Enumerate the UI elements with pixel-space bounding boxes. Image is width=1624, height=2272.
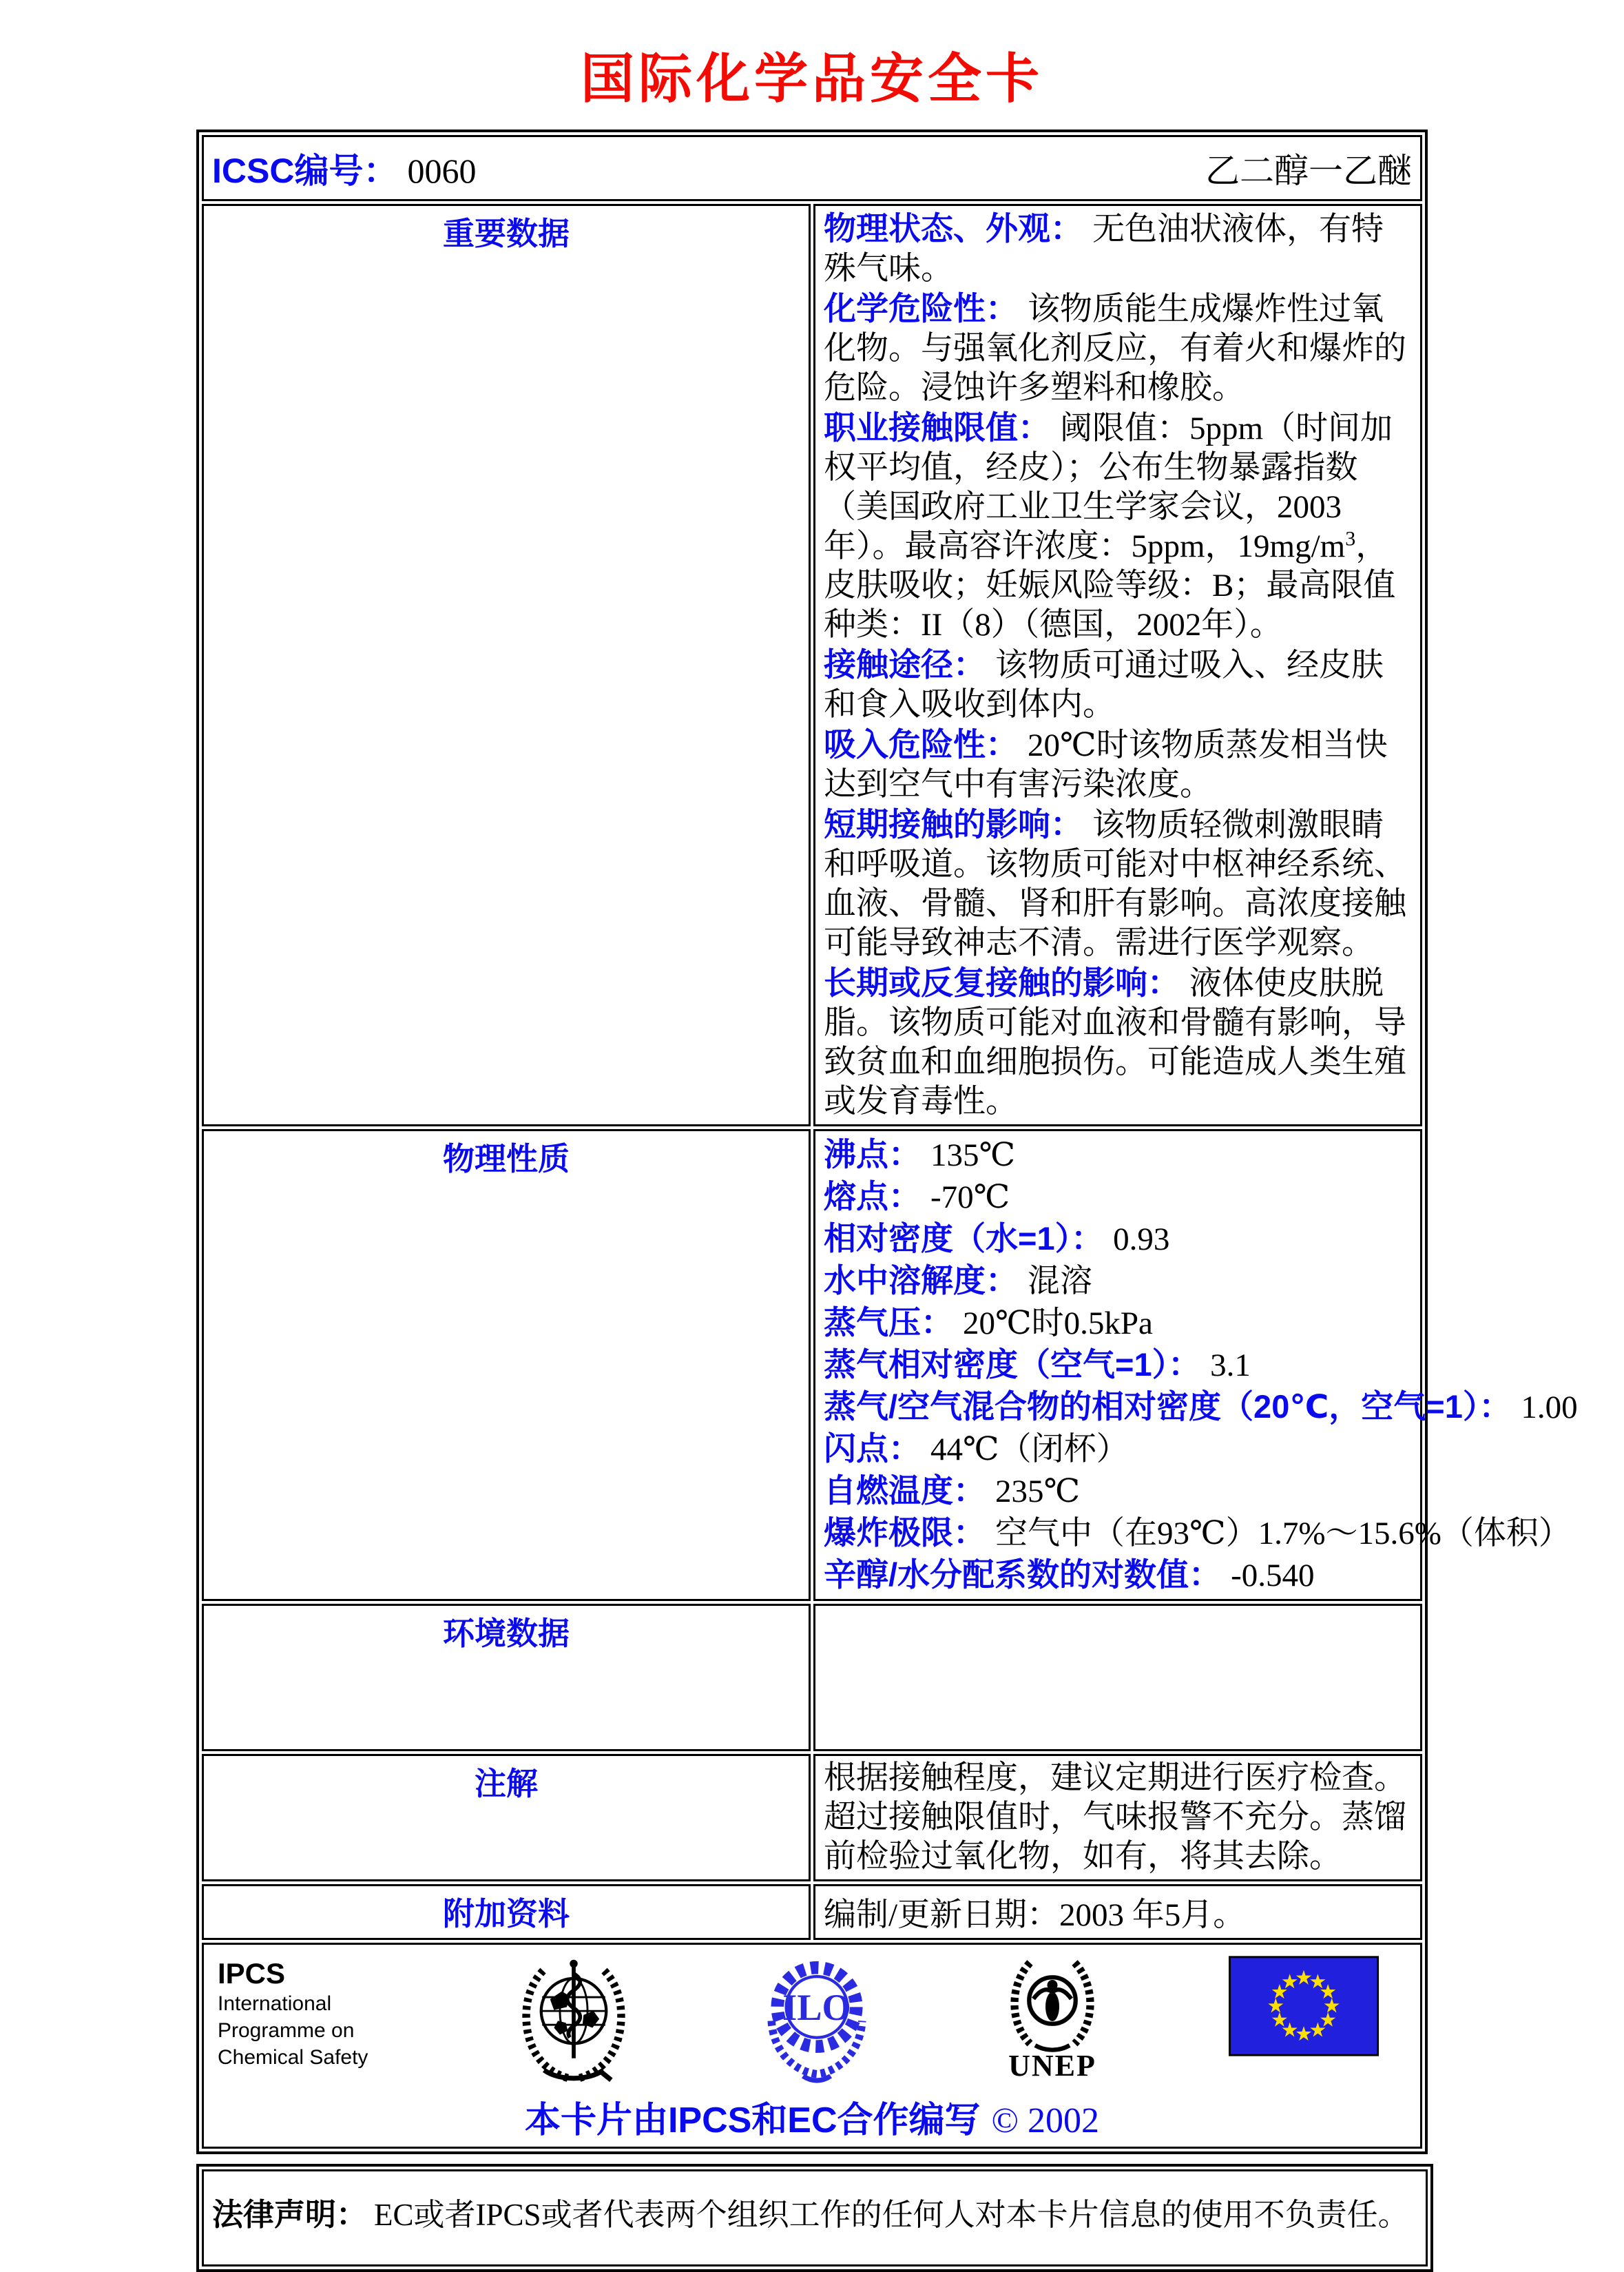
icsc-header-cell xyxy=(202,135,1422,201)
icsc-number-label: ICSC编号： xyxy=(212,152,398,190)
field-value: 20℃时0.5kPa xyxy=(963,1305,1153,1341)
row-notes xyxy=(202,1754,1422,1881)
unep-logo-block xyxy=(1001,1956,1104,2083)
important-item xyxy=(824,645,1412,725)
field-value: 空气中（在93℃）1.7%～15.6%（体积） xyxy=(995,1516,1571,1551)
field-text: 液体使皮肤脱脂。该物质可能对血液和骨髓有影响，导致贫血和血细胞损伤。可能造成人类生殖或发育毒性。 xyxy=(824,966,1406,1119)
field-value: 44℃（闭杯） xyxy=(930,1432,1129,1467)
field-text: 该物质能生成爆炸性过氧化物。与强氧化剂反应，有着火和爆炸的危险。浸蚀许多塑料和橡胶。 xyxy=(824,291,1406,406)
unep-logo-icon xyxy=(1001,1956,1104,2052)
field-label: 蒸气/空气混合物的相对密度（20℃，空气=1）： xyxy=(824,1388,1512,1425)
main-table xyxy=(196,130,1578,2154)
field-value: 3.1 xyxy=(1210,1347,1251,1383)
field-label: 闪点： xyxy=(824,1430,921,1467)
physical-item xyxy=(824,1344,1412,1386)
additional-info-content: 编制/更新日期：2003 年5月。 xyxy=(813,1884,1422,1940)
row-additional-info xyxy=(202,1884,1422,1940)
important-data-content xyxy=(813,204,1422,1126)
ipcs-text-block xyxy=(218,1956,390,2071)
footer-logos xyxy=(214,1952,1410,2084)
legal-label: 法律声明： xyxy=(212,2197,368,2232)
notes-content: 根据接触程度，建议定期进行医疗检查。超过接触限值时，气味报警不充分。蒸馏前检验过氧化物，如有，将其去除。 xyxy=(813,1754,1422,1881)
field-text: 该物质可通过吸入、经皮肤和食入吸收到体内。 xyxy=(824,648,1384,723)
field-label: 沸点： xyxy=(824,1136,921,1173)
field-text: 该物质轻微刺激眼睛和呼吸道。该物质可能对中枢神经系统、血液、骨髓、肾和肝有影响。高浓度接触可能导致神志不清。需进行医学观察。 xyxy=(824,807,1406,961)
field-label: 物理状态、外观： xyxy=(824,210,1083,247)
field-label: 熔点： xyxy=(824,1178,921,1215)
physical-item xyxy=(824,1470,1412,1512)
important-item xyxy=(824,725,1412,805)
field-text: ，皮肤吸收；妊娠风险等级：B；最高限值种类：II（8）（德国，2002年）。 xyxy=(824,528,1396,643)
ipcs-subtitle-line: Programme on xyxy=(218,2019,355,2042)
footer-cell xyxy=(202,1943,1422,2149)
section-label-important: 重要数据 xyxy=(202,204,811,1126)
important-item xyxy=(824,408,1412,645)
field-label: 辛醇/水分配系数的对数值： xyxy=(824,1556,1222,1593)
physical-item xyxy=(824,1260,1412,1302)
field-value: -0.540 xyxy=(1231,1558,1315,1593)
physical-item xyxy=(824,1554,1412,1596)
icsc-header xyxy=(212,143,1412,193)
ilo-logo-icon xyxy=(758,1956,876,2084)
field-value: 235℃ xyxy=(995,1474,1081,1509)
ipcs-title: IPCS xyxy=(218,1957,286,1990)
field-value: 135℃ xyxy=(930,1137,1016,1173)
important-item xyxy=(824,289,1412,408)
field-value: 混溶 xyxy=(1028,1263,1092,1299)
safety-card xyxy=(196,130,1578,2272)
chemical-name: 乙二醇一乙醚 xyxy=(1205,152,1412,190)
field-value: -70℃ xyxy=(930,1179,1010,1215)
field-label: 相对密度（水=1）： xyxy=(824,1220,1104,1257)
field-text: 无色油状液体，有特殊气味。 xyxy=(824,211,1384,287)
physical-item xyxy=(824,1512,1571,1554)
field-label: 蒸气压： xyxy=(824,1304,953,1341)
row-footer-logos xyxy=(202,1943,1422,2149)
unep-label: UNEP xyxy=(1008,2049,1096,2083)
row-environmental-data xyxy=(202,1604,1422,1751)
caption-copyright: © 2002 xyxy=(991,2101,1100,2140)
field-value: 0.93 xyxy=(1113,1221,1170,1257)
physical-item xyxy=(824,1134,1412,1176)
physical-item xyxy=(824,1176,1412,1218)
superscript: 3 xyxy=(1345,527,1356,550)
field-label: 水中溶解度： xyxy=(824,1262,1018,1299)
physical-item xyxy=(824,1428,1412,1470)
section-label-notes: 注解 xyxy=(202,1754,811,1881)
important-item xyxy=(824,805,1412,963)
icsc-number-value: 0060 xyxy=(407,152,477,190)
field-label: 职业接触限值： xyxy=(824,409,1050,446)
physical-item xyxy=(824,1386,1578,1428)
field-label: 吸入危险性： xyxy=(824,726,1018,763)
legal-notice xyxy=(202,2169,1428,2266)
ipcs-subtitle-line: Chemical Safety xyxy=(218,2046,368,2069)
field-label: 长期或反复接触的影响： xyxy=(824,964,1180,1001)
field-value: 1.00 xyxy=(1521,1390,1578,1425)
field-label: 化学危险性： xyxy=(824,290,1018,327)
icsc-number-group xyxy=(212,143,476,193)
field-label: 自燃温度： xyxy=(824,1472,986,1509)
row-icsc-header xyxy=(202,135,1422,201)
physical-properties-content xyxy=(813,1129,1578,1601)
physical-item xyxy=(824,1218,1412,1260)
section-label-environment: 环境数据 xyxy=(202,1604,811,1751)
field-text: 20℃时该物质蒸发相当快达到空气中有害污染浓度。 xyxy=(824,727,1388,803)
important-item xyxy=(824,209,1412,289)
row-important-data xyxy=(202,204,1422,1126)
svg-text:ILO: ILO xyxy=(782,1987,851,2028)
row-physical-properties xyxy=(202,1129,1422,1601)
field-label: 短期接触的影响： xyxy=(824,806,1083,843)
legal-notice-box xyxy=(196,2164,1433,2272)
important-item xyxy=(824,963,1412,1122)
ipcs-subtitle-line: International xyxy=(218,1992,332,2015)
field-text: 阈限值：5ppm（时间加权平均值，经皮）；公布生物暴露指数（美国政府工业卫生学家会议，2003年）。最高容许浓度：5ppm，19mg/m xyxy=(824,411,1393,564)
page-title: 国际化学品安全卡 xyxy=(580,48,1043,109)
field-label: 爆炸极限： xyxy=(824,1514,986,1551)
who-logo-icon xyxy=(514,1956,633,2084)
footer-caption xyxy=(214,2091,1410,2142)
caption-text: 本卡片由IPCS和EC合作编写 xyxy=(524,2100,981,2140)
legal-text: EC或者IPCS或者代表两个组织工作的任何人对本卡片信息的使用不负责任。 xyxy=(374,2198,1409,2232)
environmental-data-content xyxy=(813,1604,1422,1751)
section-label-additional: 附加资料 xyxy=(202,1884,811,1940)
field-label: 接触途径： xyxy=(824,646,986,683)
physical-item xyxy=(824,1302,1412,1344)
eu-flag-icon xyxy=(1229,1956,1379,2056)
section-label-physical: 物理性质 xyxy=(202,1129,811,1601)
field-label: 蒸气相对密度（空气=1）： xyxy=(824,1346,1201,1383)
